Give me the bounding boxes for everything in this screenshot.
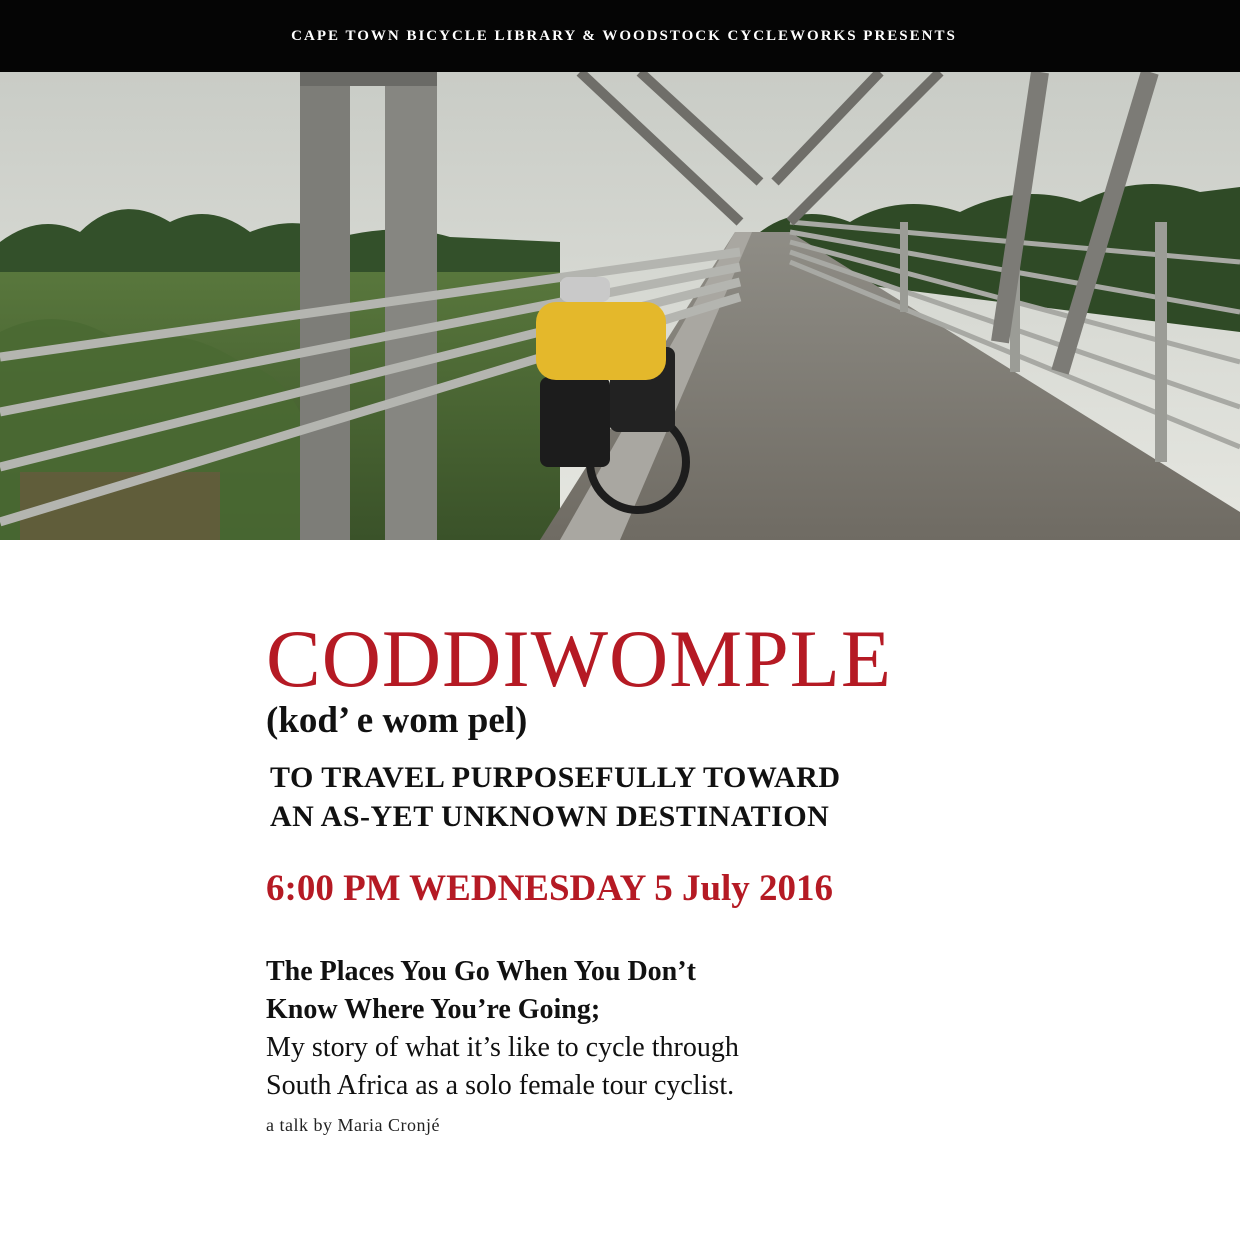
hero-photo (0, 72, 1240, 540)
definition-line: AN AS-YET UNKNOWN DESTINATION (270, 800, 830, 833)
talk-description (266, 953, 739, 1105)
talk-desc-line: South Africa as a solo female tour cyclist. (266, 1070, 735, 1101)
presenter-line: CAPE TOWN BICYCLE LIBRARY & WOODSTOCK CYCLEWORKS PRESENTS (291, 27, 957, 44)
event-title: CODDIWOMPLE (266, 613, 892, 704)
talk-title-line: Know Where You’re Going; (266, 994, 601, 1025)
pronunciation: (kod’ e wom pel) (266, 700, 528, 741)
event-details (0, 540, 1240, 1240)
talk-desc-line: My story of what it’s like to cycle through (266, 1032, 739, 1063)
talk-title-line: The Places You Go When You Don’t (266, 956, 696, 987)
top-banner (0, 0, 1240, 72)
definition (270, 758, 841, 836)
speaker-byline: a talk by Maria Cronjé (266, 1115, 440, 1135)
definition-line: TO TRAVEL PURPOSEFULLY TOWARD (270, 761, 841, 794)
event-datetime: 6:00 PM WEDNESDAY 5 July 2016 (266, 868, 834, 909)
